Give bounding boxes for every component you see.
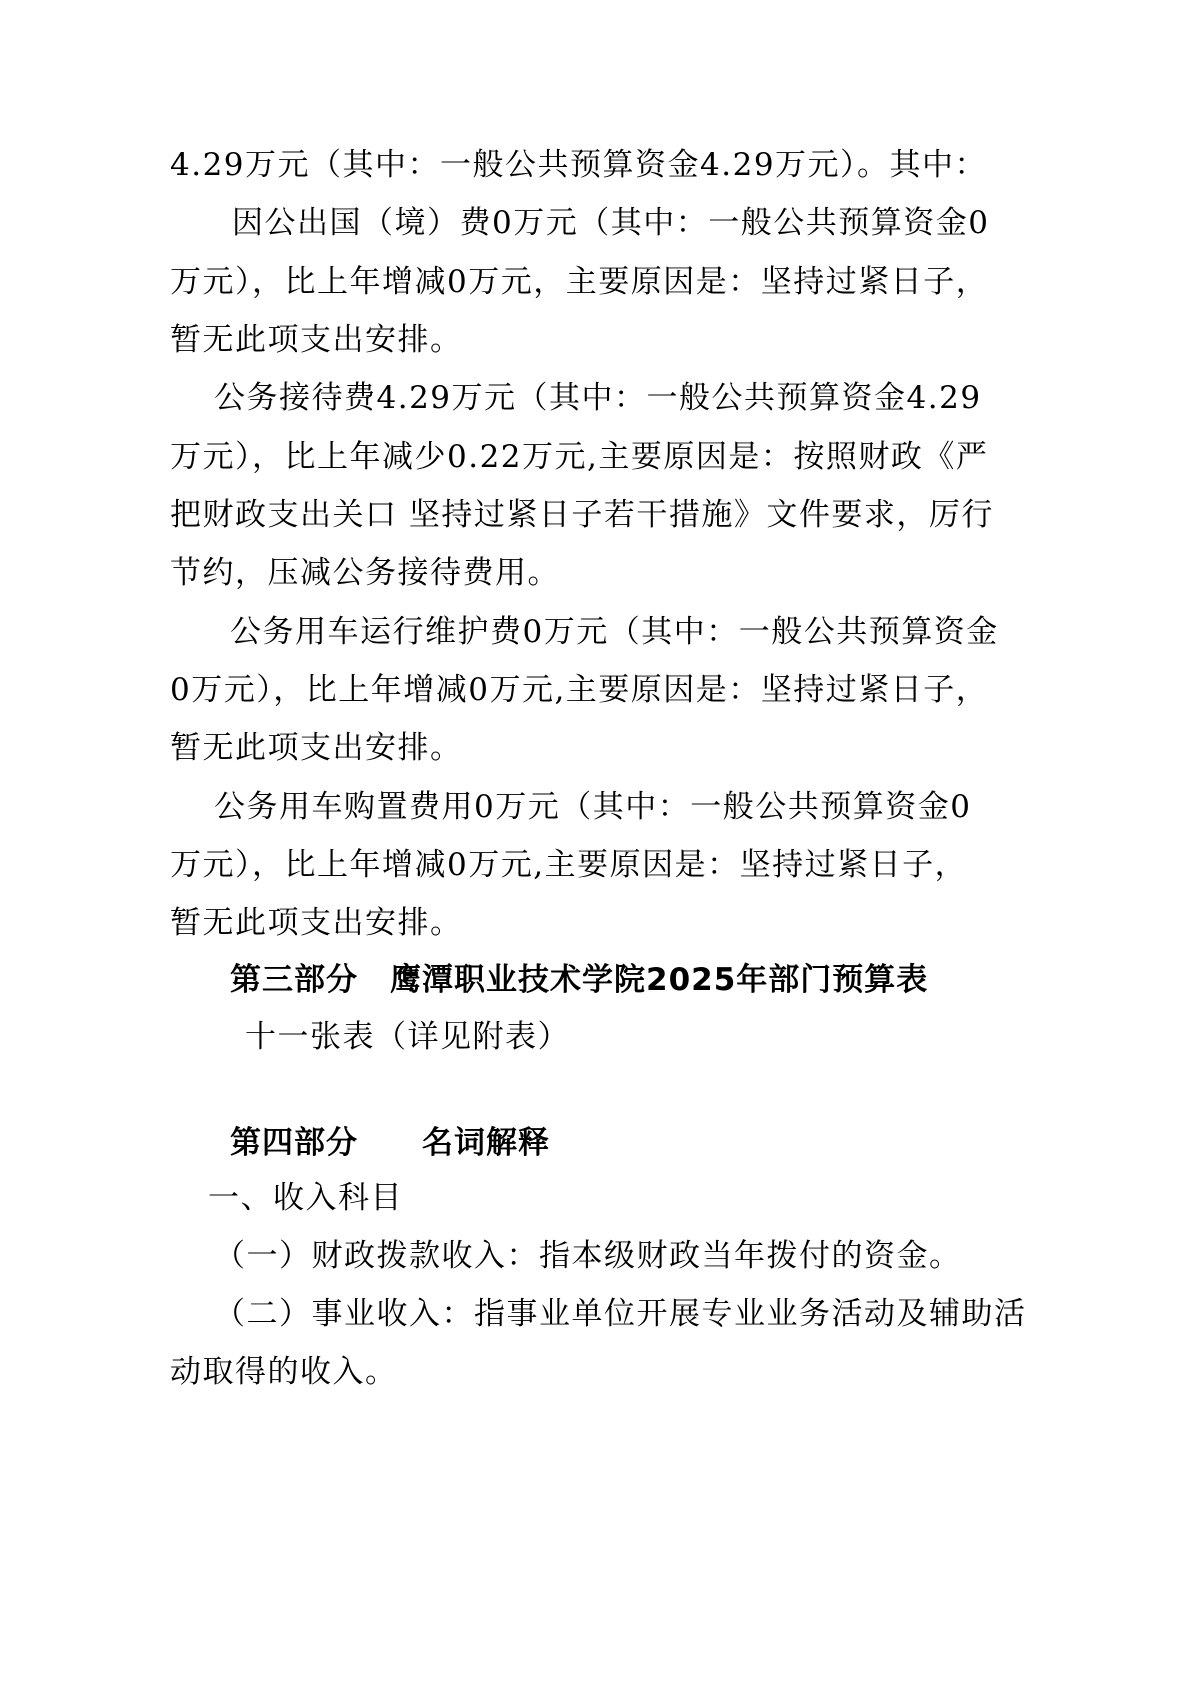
- paragraph-line: 0万元），比上年增减0万元,主要原因是：坚持过紧日子，: [170, 672, 989, 708]
- paragraph-line: 节约，压减公务接待费用。: [170, 555, 560, 591]
- paragraph-line: 公务用车运行维护费0万元（其中：一般公共预算资金: [230, 614, 999, 650]
- paragraph-line: 把财政支出关口 坚持过紧日子若干措施》文件要求，厉行: [170, 497, 994, 533]
- paragraph-line: 暂无此项支出安排。: [170, 905, 463, 941]
- paragraph-line: 公务接待费4.29万元（其中：一般公共预算资金4.29: [214, 380, 982, 416]
- paragraph-line: 因公出国（境）费0万元（其中：一般公共预算资金0: [232, 205, 990, 241]
- paragraph-line: 暂无此项支出安排。: [170, 730, 463, 766]
- part4-heading: 第四部分 名词解释: [230, 1125, 550, 1161]
- paragraph-line: 万元），比上年增减0万元,主要原因是：坚持过紧日子，: [170, 847, 968, 883]
- definition-item: （二）事业收入：指事业单位开展专业业务活动及辅助活: [214, 1296, 1027, 1332]
- definition-item-continuation: 动取得的收入。: [170, 1354, 398, 1390]
- section-heading: 一、收入科目: [208, 1180, 403, 1216]
- paragraph-line: 公务用车购置费用0万元（其中：一般公共预算资金0: [214, 789, 972, 825]
- paragraph-line: 万元），比上年减少0.22万元,主要原因是：按照财政《严: [170, 439, 989, 475]
- part3-heading: 第三部分 鹰潭职业技术学院2025年部门预算表: [230, 962, 929, 998]
- paragraph-line: 暂无此项支出安排。: [170, 322, 463, 358]
- part3-note: 十一张表（详见附表）: [245, 1019, 570, 1055]
- paragraph-line: 4.29万元（其中：一般公共预算资金4.29万元）。其中：: [170, 147, 988, 183]
- paragraph-line: 万元），比上年增减0万元，主要原因是：坚持过紧日子，: [170, 264, 989, 300]
- definition-item: （一）财政拨款收入：指本级财政当年拨付的资金。: [214, 1238, 962, 1274]
